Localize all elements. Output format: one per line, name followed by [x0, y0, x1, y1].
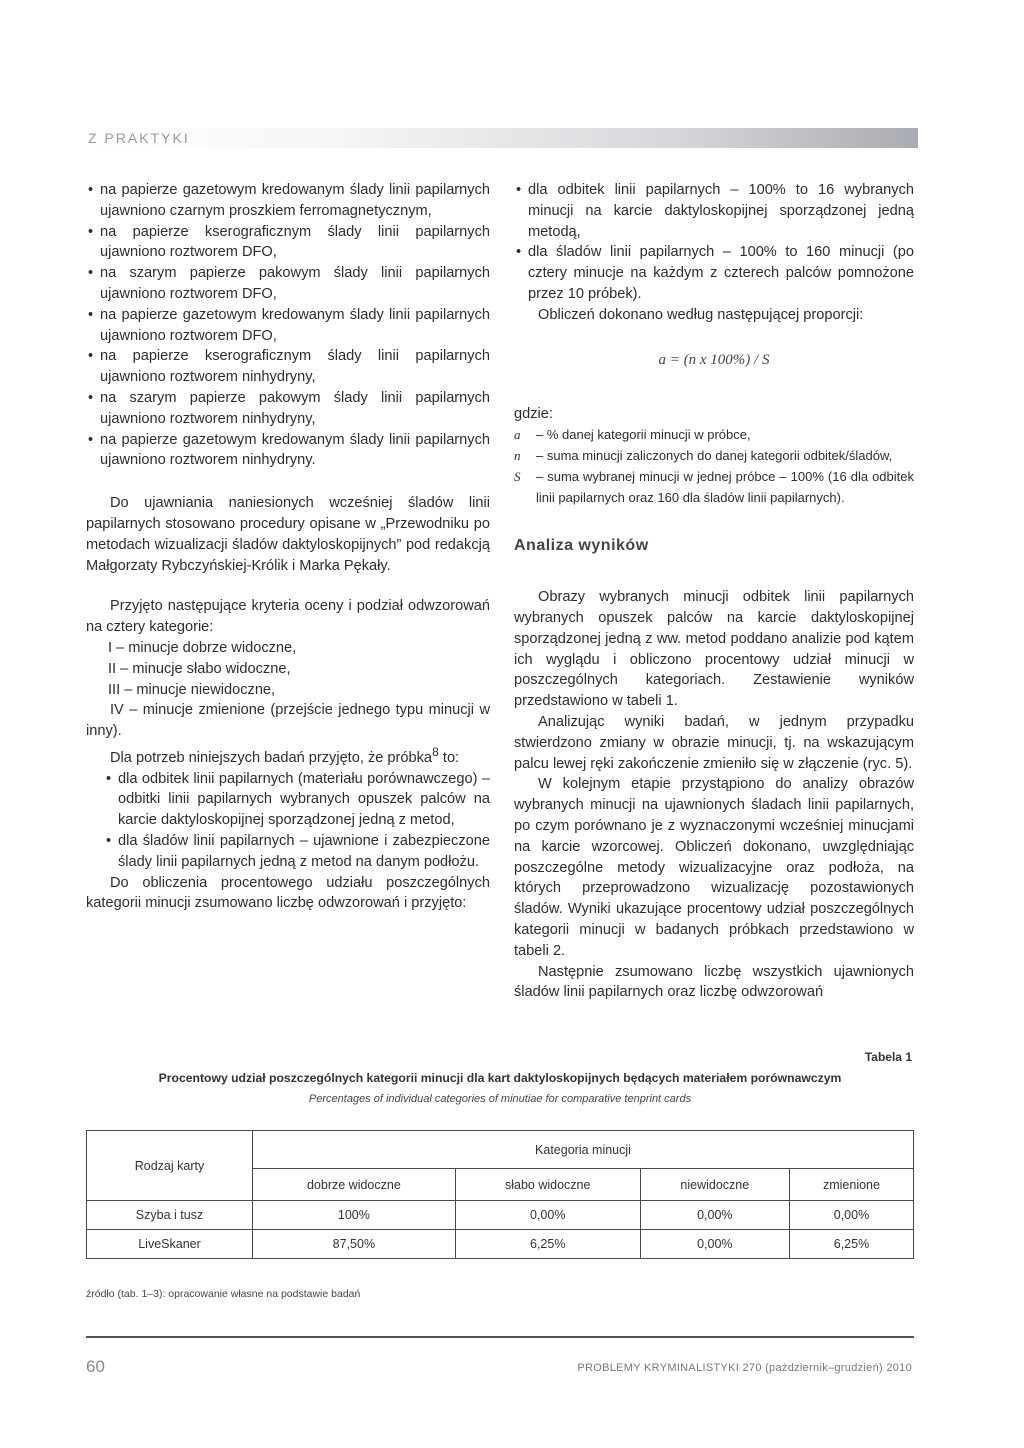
sample-definition-list [86, 769, 490, 873]
section-header-bar [86, 128, 918, 148]
column-header: dobrze widoczne [253, 1169, 456, 1201]
paragraph: Następnie zsumowano liczbę wszystkich ujawnionych śladów linii papilarnych oraz liczbę odwzorowań [514, 963, 914, 1001]
list-item: • na szarym papierze pakowym ślady linii papilarnych ujawniono roztworem DFO, [86, 263, 490, 305]
left-column [86, 180, 490, 914]
footer-divider [86, 1336, 914, 1338]
table-number: Tabela 1 [864, 1050, 912, 1064]
list-item: • na papierze kserograficznym ślady linii papilarnych ujawniono roztworem ninhydryny, [86, 346, 490, 388]
right-column [514, 180, 914, 1003]
table-subtitle: Percentages of individual categories of minutiae for comparative tenprint cards [308, 1093, 692, 1105]
definition-row [514, 446, 914, 467]
journal-info: PROBLEMY KRYMINALISTYKI 270 (październik–grudzień) 2010 [577, 1362, 912, 1374]
definition-symbol: a [514, 427, 521, 443]
table-cell: LiveSkaner [87, 1230, 253, 1259]
paragraph-text: to: [442, 749, 460, 766]
list-item: • na papierze kserograficznym ślady linii papilarnych ujawniono roztworem DFO, [86, 222, 490, 264]
paragraph-text: Dla potrzeb niniejszych badań przyjęto, że próbka [110, 749, 433, 766]
formula: a = (n x 100%) / S [658, 351, 770, 368]
paragraph: Obrazy wybranych minucji odbitek linii papilarnych wybranych opuszek palców na karcie daktyloskopijnej sporządzonej jedną z ww. metod poddano analizie pod kątem ich wyglądu i obliczono procentowy udział minucji w poszczególnych kategoriach. Zestawienie wyników przedstawiono w tabeli 1. [514, 589, 914, 710]
table-cell: Szyba i tusz [87, 1201, 253, 1230]
section-heading: Analiza wyników [514, 537, 649, 555]
definition-row [514, 425, 914, 446]
paragraph: Do ujawniania naniesionych wcześniej śladów linii papilarnych stosowano procedury opisane w „Przewodniku po metodach wizualizacji śladów daktyloskopijnych” pod redakcją Małgorzaty Rybczyńskiej-Królik i Marka Pękały. [86, 495, 490, 574]
list-item: • na szarym papierze pakowym ślady linii papilarnych ujawniono roztworem ninhydryny, [86, 388, 490, 430]
list-item: • dla śladów linii papilarnych – ujawnione i zabezpieczone ślady linii papilarnych jedną z metod na danym podłożu. [86, 831, 490, 873]
column-header: niewidoczne [640, 1169, 789, 1201]
list-item: • dla śladów linii papilarnych – 100% to 160 minucji (po cztery minucje na każdym z czterech palców pomnożone przez 10 próbek). [514, 242, 914, 304]
list-item: • dla odbitek linii papilarnych – 100% to 16 wybranych minucji na karcie daktyloskopijnej sporządzonej jedną metodą, [514, 180, 914, 242]
definition-text: – suma wybranej minucji w jednej próbce – 100% (16 dla odbitek linii papilarnych oraz 160 dla śladów linii papilarnych). [536, 468, 914, 505]
category-item: II – minucje słabo widoczne, [108, 660, 291, 677]
definition-row [514, 467, 914, 509]
table-row [87, 1230, 914, 1259]
definition-symbol: S [514, 468, 521, 484]
list-item: • na papierze gazetowym kredowanym ślady linii papilarnych ujawniono roztworem DFO, [86, 305, 490, 347]
results-table [86, 1130, 914, 1259]
table-cell: 100% [253, 1201, 456, 1230]
section-label: Z PRAKTYKI [88, 130, 190, 146]
table-cell: 6,25% [455, 1230, 640, 1259]
table-title: Procentowy udział poszczególnych kategorii minucji dla kart daktyloskopijnych będących materiałem porównawczym [158, 1071, 842, 1085]
paragraph [86, 742, 490, 769]
table-cell: 0,00% [640, 1201, 789, 1230]
column-header: zmienione [789, 1169, 913, 1201]
table-cell: 87,50% [253, 1230, 456, 1259]
table-cell: 0,00% [640, 1230, 789, 1259]
definition-text: – suma minucji zaliczonych do danej kategorii odbitek/śladów, [536, 447, 893, 463]
page-number: 60 [86, 1357, 105, 1376]
footnote-ref: 8 [432, 744, 439, 759]
table-source-note: źródło (tab. 1–3): opracowanie własne na podstawie badań [86, 1288, 361, 1300]
hundred-percent-list [514, 180, 914, 305]
paragraph: Analizując wyniki badań, w jednym przypadku stwierdzono zmiany w obrazie minucji, tj. na wskazującym palcu lewej ręki zakończenie zmieniło się w złączenie (ryc. 5). [514, 713, 914, 772]
table-row [87, 1201, 914, 1230]
method-list [86, 180, 490, 471]
group-header-cell: Kategoria minucji [253, 1131, 914, 1169]
paragraph: Przyjęto następujące kryteria oceny i podział odwzorowań na cztery kategorie: [86, 598, 490, 636]
formula-definitions [514, 425, 914, 508]
definition-text: – % danej kategorii minucji w próbce, [536, 427, 751, 443]
table-cell: 0,00% [455, 1201, 640, 1230]
table-cell: 0,00% [789, 1201, 913, 1230]
category-item: IV – minucje zmienione (przejście jednego typu minucji w inny). [86, 702, 490, 740]
row-header-cell: Rodzaj karty [87, 1131, 253, 1201]
category-item: I – minucje dobrze widoczne, [108, 639, 297, 656]
list-item: • na papierze gazetowym kredowanym ślady linii papilarnych ujawniono roztworem ninhydryny. [86, 430, 490, 472]
category-item: III – minucje niewidoczne, [108, 681, 276, 698]
list-item: • na papierze gazetowym kredowanym ślady linii papilarnych ujawniono czarnym proszkiem ferromagnetycznym, [86, 180, 490, 222]
column-header: słabo widoczne [455, 1169, 640, 1201]
list-item: • dla odbitek linii papilarnych (materiału porównawczego) – odbitki linii papilarnych wybranych opuszek palców na karcie daktyloskopijnej sporządzonej jedną z metod, [86, 769, 490, 831]
paragraph: Obliczeń dokonano według następującej proporcji: [538, 306, 864, 323]
definition-symbol: n [514, 447, 521, 463]
paragraph: Do obliczenia procentowego udziału poszczególnych kategorii minucji zsumowano liczbę odwzorowań i przyjęto: [86, 874, 490, 912]
where-label: gdzie: [514, 406, 553, 423]
table-cell: 6,25% [789, 1230, 913, 1259]
paragraph: W kolejnym etapie przystąpiono do analizy obrazów wybranych minucji na ujawnionych śladach linii papilarnych, po czym porównano je z wyznaczonymi wcześniej minucjami na karcie wzorcowej. Obliczeń dokonano, uwzględniając poszczególne metody wizualizacyjne oraz podłoża, na których przeprowadzono wizualizację pozostawionych śladów. Wyniki ukazujące procentowy udział poszczególnych kategorii minucji w badanych próbkach przedstawiono w tabeli 2. [514, 776, 914, 959]
